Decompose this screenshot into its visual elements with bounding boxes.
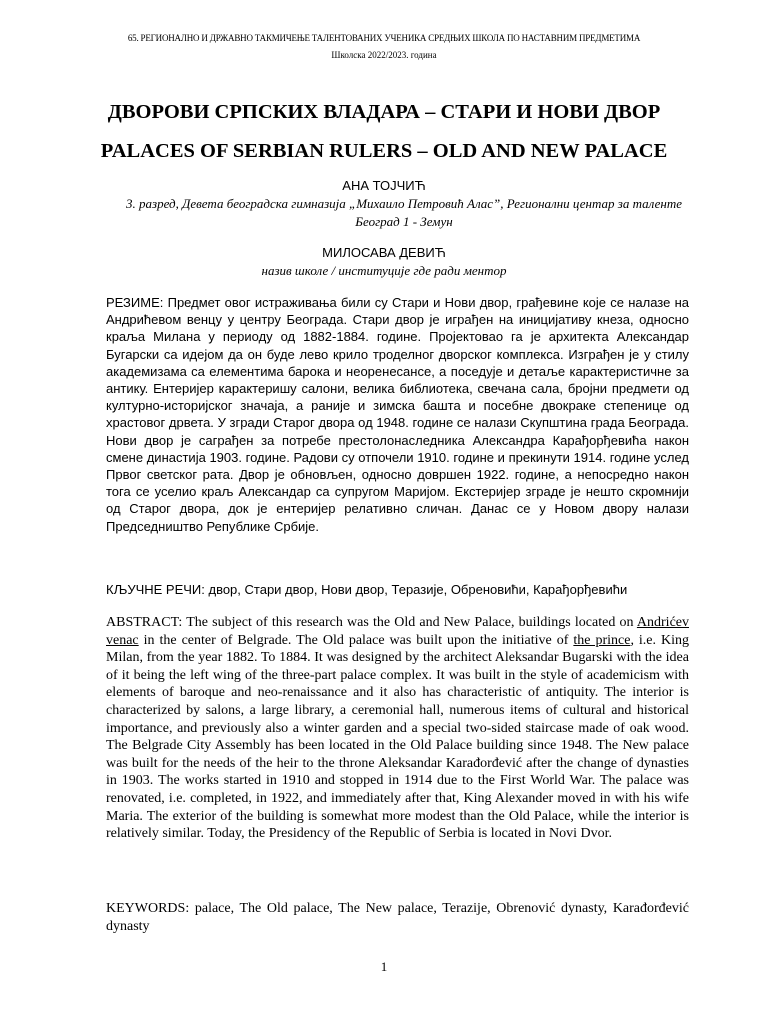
andricev-venac-link[interactable]: Andrićev venac [106, 615, 689, 648]
author-affiliation: 3. разред, Девета београдска гимназија „Михаило Петровић Алас”, Регионални центар за таленте Београд 1 - Земун [126, 196, 682, 229]
mentor-name: МИЛОСАВА ДЕВИЋ [322, 245, 446, 260]
page-number: 1 [380, 959, 388, 974]
competition-header: 65. РЕГИОНАЛНО И ДРЖАВНО ТАКМИЧЕЊЕ ТАЛЕНТОВАНИХ УЧЕНИКА СРЕДЊИХ ШКОЛА ПО НАСТАВНИМ ПРЕДМЕТИМА [127, 33, 641, 43]
keywords-paragraph: KEYWORDS: palace, The Old palace, The New palace, Terazije, Obrenović dynasty, Karađorđević dynasty [106, 901, 689, 934]
the-prince-link[interactable]: the prince [573, 632, 631, 648]
mentor-role: назив школе / институције где ради ментор [261, 263, 507, 278]
title-serbian: ДВОРОВИ СРПСКИХ ВЛАДАРА – СТАРИ И НОВИ ДВОР [107, 101, 661, 123]
abstract-text-3: , i.e. King Milan, from the year 1882. To 1884. It was designed by the architect Aleksandar Bugarski with the idea of it being the left wing of the three-part palace complex. It was built in the style of academicism with elements of baroque and neo-renaissance and it also has characteristic of antiquity. The interior is characterized by salons, a large library, a ceremonial hall, numerous items of cultural and historical importance, and previously also a winter garden and a special two-sided staircase made of oak wood. The Belgrade City Assembly has been located in the Old Palace building since 1948. The New palace was built for the needs of the heir to the throne Aleksandar Karađorđević after the change of dynasties in 1903. The works started in 1910 and stopped in 1914 due to the First World War. The palace was renovated, i.e. completed, in 1922, and immediately after that, King Alexander moved in with his wife Maria. The exterior of the building is somewhat more modest than the Old Palace, while the interior is relatively similar. Today, the Presidency of the Republic of Serbia is located in Novi Dvor. [106, 632, 689, 842]
abstract-paragraph [106, 614, 689, 843]
abstract-text-1: ABSTRACT: The subject of this research was the Old and New Palace, buildings located on [106, 615, 637, 630]
author-name: АНА ТОЈЧИЋ [342, 178, 426, 193]
abstract-text-2: in the center of Belgrade. The Old palace was built upon the initiative of [138, 632, 574, 648]
kljucne-reci: КЉУЧНЕ РЕЧИ: двор, Стари двор, Нови двор, Теразије, Обреновићи, Карађорђевићи [106, 582, 628, 597]
title-english: PALACES OF SERBIAN RULERS – OLD AND NEW PALACE [100, 140, 668, 162]
rezime-paragraph: РЕЗИМЕ: Предмет овог истраживања били су Стари и Нови двор, грађевине које се налазе на Андрићевом венцу у центру Београда. Стари двор је играђен на иницијативу кнеза, односно краља Милана у периоду од 1882-1884. године. Пројектовао га је архитекта Александар Бугарски са идејом да он буде лево крило троделног дворског комплекса. Изграђен је у стилу академизама са елементима барока и неоренесансе, а поседује и детаље карактеристичне за антику. Ентеријер карактеришу салони, велика библиотека, свечана сала, бројни предмети од културно-историјског значаја, а раније и зимска башта и посебне двокраке степенице од храстовог дрвета. У згради Старог двора од 1948. године се налази Скупштина града Београда. Нови двор је саграђен за потребе престолонаследника Александра Карађорђевића након смене династија 1903. године. Радови су отпочели 1910. године и прекинути 1914. године услед Првог светског рата. Двор је обновљен, односно довршен 1922. године, а непосредно након тога се уселио краљ Александар са супругом Маријом. Екстеријер зграде је нешто скромнији од Старог двора, док је ентеријер релативно сличан. Данас се у Новом двору налази Председништво Републике Србије. [106, 295, 689, 534]
school-year: Школска 2022/2023. година [331, 50, 437, 60]
